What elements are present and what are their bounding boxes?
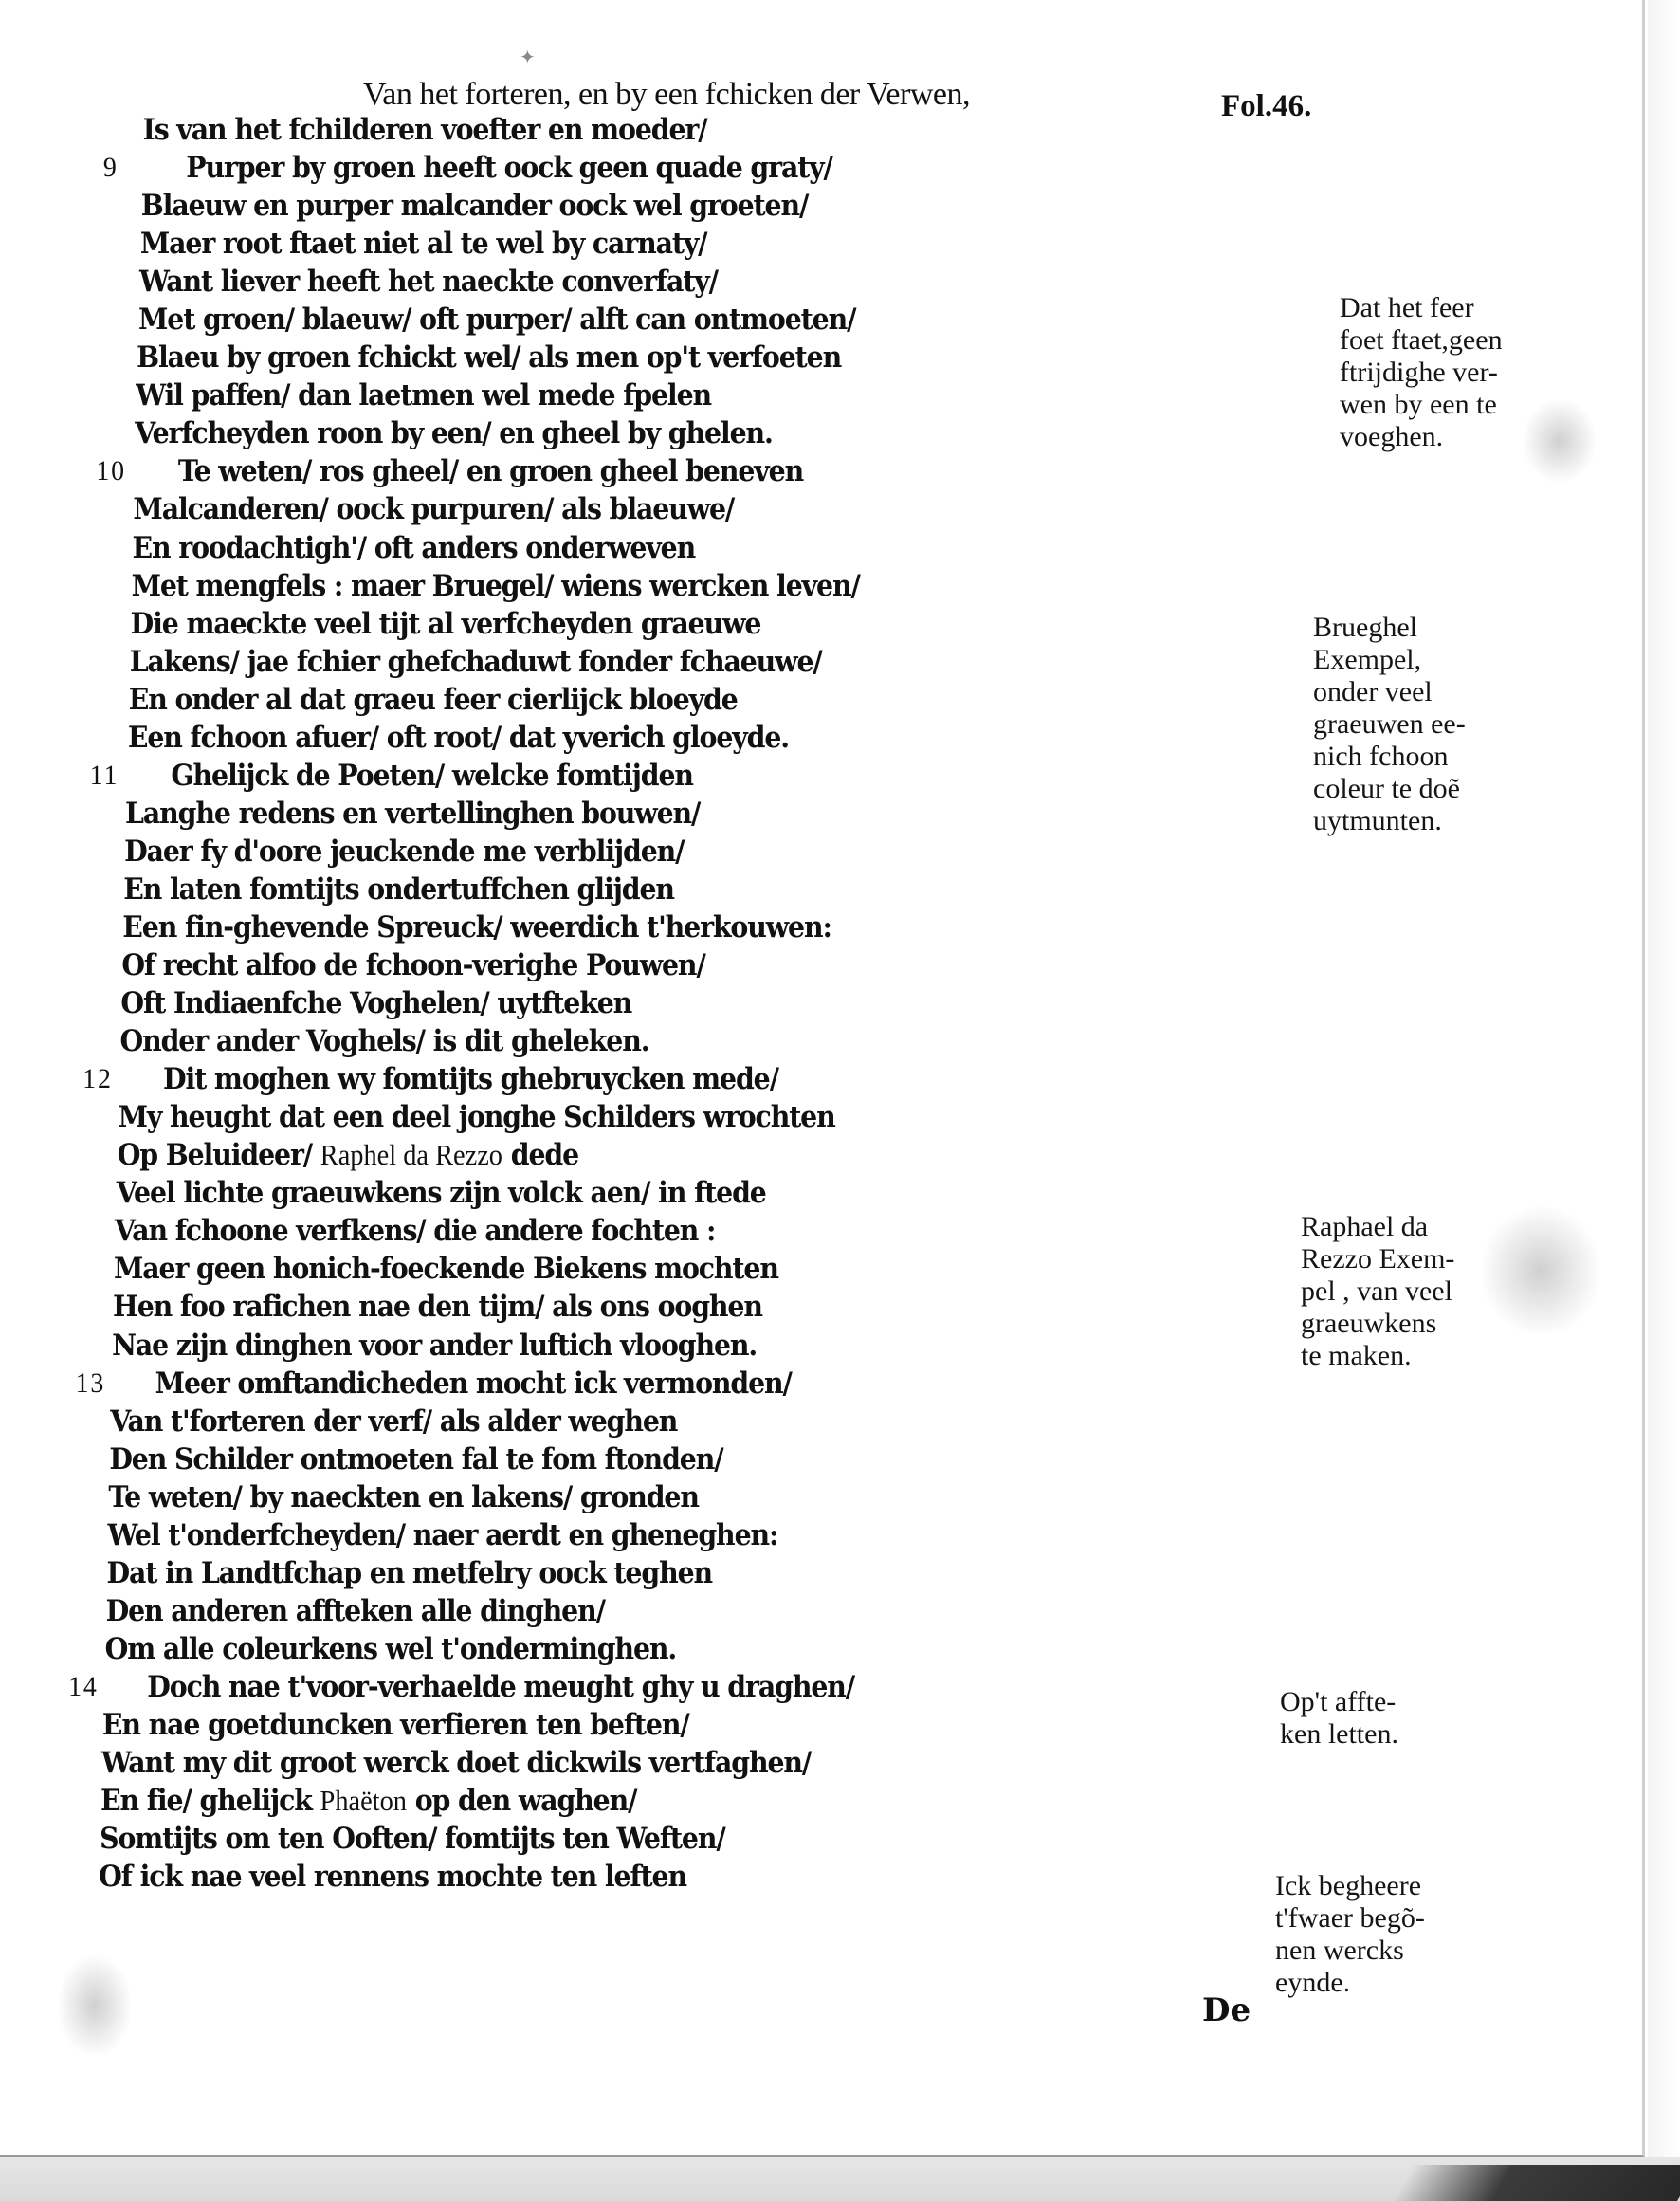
margin-note-line: t'fwaer begõ- [1275, 1902, 1425, 1934]
verse-line [0, 1212, 1146, 1250]
verse-line [0, 567, 1146, 605]
verse-line [0, 1554, 1146, 1592]
margin-note-line: pel , van veel [1301, 1275, 1452, 1307]
verse-line [0, 111, 1146, 149]
folio-number: Fol.46. [1221, 89, 1312, 123]
verse-line-text: Ghelijck de Poeten/ welcke fomtijden [171, 758, 693, 793]
margin-note-line: nich fchoon [1313, 741, 1449, 772]
verse-text-block [0, 111, 1233, 1896]
margin-note-contrasting-colors [1340, 292, 1503, 453]
verse-line [0, 871, 1146, 908]
running-head: Van het forteren, en by een fchicken der Verwen, [363, 77, 970, 112]
verse-line-text: Met groen/ blaeuw/ oft purper/ alft can ontmoeten/ [138, 303, 856, 338]
verse-line-text: Nae zijn dinghen voor ander luftich vlooghen. [112, 1328, 758, 1363]
verse-line [0, 225, 1146, 263]
verse-line-text: Malcanderen/ oock purpuren/ als blaeuwe/ [133, 492, 735, 527]
stanza-number: 13 [75, 1366, 106, 1399]
margin-note-line: Exempel, [1313, 644, 1422, 675]
verse-line [0, 1858, 1146, 1896]
verse-line [0, 1744, 1146, 1782]
verse-line [0, 1136, 1146, 1174]
verse-line-text: Den Schilder ontmoeten fal te fom ftonden/ [109, 1441, 723, 1477]
margin-note-line: nen wercks [1275, 1935, 1404, 1966]
verse-line-stanza-start [0, 1060, 1146, 1098]
verse-line [0, 795, 1146, 833]
verse-line-text: En onder al dat graeu feer cierlijck bloeyde [128, 682, 738, 717]
verse-line-stanza-start [0, 757, 1146, 795]
verse-line-text: Wil paffen/ dan laetmen wel mede fpelen [136, 378, 712, 413]
stanza-number: 10 [96, 455, 126, 487]
verse-line-text: Blaeuw en purper malcander oock wel groeten/ [140, 189, 809, 224]
margin-note-raphael-example [1301, 1211, 1454, 1372]
roman-type-name: Raphel da Rezzo [320, 1139, 502, 1172]
margin-note-line: eynde. [1275, 1967, 1351, 1998]
verse-line-text: Een fin-ghevende Spreuck/ weerdich t'herkouwen: [122, 909, 831, 945]
verse-line-text: Daer fy d'oore jeuckende me verblijden/ [124, 834, 685, 869]
stanza-number: 14 [68, 1670, 99, 1702]
margin-note-line: Op't affte- [1280, 1686, 1397, 1717]
verse-line [0, 1706, 1146, 1744]
verse-line [0, 187, 1146, 225]
verse-line-text: Dat in Landtfchap en metfelry oock teghen [106, 1555, 713, 1590]
verse-line [0, 1820, 1146, 1858]
verse-line-text: Want my dit groot werck doet dickwils vertfaghen/ [100, 1746, 812, 1781]
verse-line-text: Op Beluideer/ Raphel da Rezzo dede [117, 1138, 579, 1173]
verse-line [0, 263, 1146, 301]
verse-line [0, 529, 1146, 567]
stanza-number: 11 [89, 759, 119, 791]
verse-line-stanza-start [0, 1365, 1146, 1403]
verse-line-text: Wel t'onderfcheyden/ naer aerdt en gheneghen: [107, 1517, 778, 1552]
verse-line-stanza-start [0, 1668, 1146, 1706]
margin-note-line: Ick begheere [1275, 1870, 1422, 1901]
verse-line [0, 605, 1146, 643]
margin-note-line: Rezzo Exem- [1301, 1243, 1455, 1275]
verse-line-text: Die maeckte veel tijt al verfcheyden graeuwe [130, 606, 761, 641]
margin-note-line: coleur te doẽ [1313, 773, 1460, 804]
margin-note-line: te maken. [1301, 1340, 1412, 1371]
margin-note-line: onder veel [1313, 676, 1433, 707]
verse-line-text: Een fchoon afuer/ oft root/ dat yverich gloeyde. [127, 720, 790, 755]
verse-line-stanza-start [0, 452, 1146, 490]
verse-line-text: Lakens/ jae fchier ghefchaduwt fonder fchaeuwe/ [129, 644, 822, 679]
verse-line [0, 681, 1146, 719]
verse-line [0, 1403, 1146, 1440]
verse-line-text: Somtijts om ten Ooften/ fomtijts ten Weften/ [100, 1822, 725, 1857]
verse-line [0, 984, 1146, 1022]
verse-line-stanza-start [0, 149, 1146, 187]
verse-line [0, 1478, 1146, 1516]
verse-line-text: Maer geen honich-foeckende Biekens mochten [113, 1252, 778, 1287]
margin-note-finish-work [1275, 1870, 1425, 1999]
page-shadow [1393, 2165, 1680, 2201]
verse-line [0, 1440, 1146, 1478]
verse-line-text: Hen foo rafichen nae den tijm/ als ons ooghen [113, 1290, 762, 1325]
verse-line-text: Meer omftandicheden mocht ick vermonden/ [155, 1366, 792, 1401]
paper-stain [57, 1953, 133, 2058]
verse-line-text: Met mengfels : maer Bruegel/ wiens wercken leven/ [131, 568, 860, 603]
margin-note-brueghel-example [1313, 612, 1466, 837]
verse-line [0, 1782, 1146, 1820]
margin-note-line: Dat het feer [1340, 292, 1474, 323]
verse-line [0, 1516, 1146, 1554]
verse-line-text: En roodachtigh'/ oft anders onderweven [132, 530, 696, 565]
verse-line-text: Want liever heeft het naeckte converfaty/ [138, 265, 718, 300]
verse-line-text: Te weten/ ros gheel/ en groen gheel beneven [177, 454, 804, 489]
verse-line [0, 1098, 1146, 1136]
verse-line [0, 1250, 1146, 1288]
verse-line-text: Van fchoone verfkens/ die andere fochten : [114, 1214, 716, 1249]
verse-line [0, 1174, 1146, 1212]
verse-line-text: Is van het fchilderen voefter en moeder/ [142, 113, 707, 147]
stanza-number: 9 [102, 152, 119, 184]
paper-stain [1522, 398, 1598, 484]
margin-note-line: foet ftaet,geen [1340, 324, 1503, 356]
verse-line [0, 719, 1146, 757]
verse-line-text: Dit moghen wy fomtijts ghebruycken mede/ [163, 1062, 778, 1097]
verse-line-text: Maer root ftaet niet al te wel by carnaty/ [139, 227, 707, 262]
margin-note-line: Brueghel [1313, 612, 1417, 643]
verse-line [0, 1630, 1146, 1668]
verse-line-text: Of ick nae veel rennens mochte ten leften [99, 1860, 686, 1895]
margin-note-line: graeuwen ee- [1313, 708, 1466, 740]
verse-line-text: Langhe redens en vertellinghen bouwen/ [125, 796, 701, 831]
verse-line-text: Van t'forteren der verf/ als alder weghen [110, 1403, 678, 1439]
page-edge [1648, 0, 1680, 2172]
verse-line [0, 946, 1146, 984]
verse-line [0, 1022, 1146, 1060]
margin-note-line: uytmunten. [1313, 805, 1442, 836]
verse-line-text: En laten fomtijts ondertuffchen glijden [123, 871, 674, 907]
verse-line-text: Te weten/ by naeckten en lakens/ gronden [108, 1479, 699, 1514]
margin-note-line: voeghen. [1340, 421, 1444, 452]
stanza-number: 12 [82, 1063, 113, 1095]
verse-line-text: My heught dat een deel jonghe Schilders wrochten [118, 1100, 835, 1135]
verse-line-text: Om alle coleurkens wel t'onderminghen. [104, 1631, 677, 1666]
roman-type-name: Phaëton [320, 1785, 407, 1818]
verse-line-text: Den anderen affteken alle dinghen/ [105, 1593, 605, 1628]
verse-line-text: En fie/ ghelijck Phaëton op den waghen/ [100, 1784, 637, 1819]
margin-note-contrast [1280, 1686, 1398, 1751]
verse-line [0, 1327, 1146, 1365]
verse-line-text: Oft Indiaenfche Voghelen/ uytfteken [120, 986, 632, 1021]
margin-note-line: ken letten. [1280, 1718, 1398, 1750]
catchword: De [1202, 1991, 1251, 2029]
margin-note-line: ftrijdighe ver- [1340, 357, 1498, 388]
verse-line-text: En nae goetduncken verfieren ten beften/ [101, 1707, 689, 1742]
verse-line-text: Onder ander Voghels/ is dit gheleken. [119, 1024, 649, 1059]
verse-line [0, 376, 1146, 414]
margin-note-line: Raphael da [1301, 1211, 1429, 1242]
verse-line-text: Doch nae t'voor-verhaelde meught ghy u draghen/ [147, 1669, 855, 1704]
verse-line-text: Veel lichte graeuwkens zijn volck aen/ in ftede [116, 1176, 766, 1211]
margin-note-line: graeuwkens [1301, 1308, 1437, 1339]
verse-line [0, 414, 1146, 452]
verse-line [0, 643, 1146, 681]
verse-line [0, 339, 1146, 376]
verse-line [0, 833, 1146, 871]
verse-line-text: Of recht alfoo de fchoon-verighe Pouwen/ [121, 948, 705, 983]
paper-stain [1479, 1204, 1602, 1337]
ornament-mark: ✦ [520, 46, 536, 68]
verse-line [0, 301, 1146, 339]
margin-note-line: wen by een te [1340, 389, 1497, 420]
verse-line-text: Purper by groen heeft oock geen quade graty/ [186, 151, 832, 186]
verse-line [0, 1288, 1146, 1326]
verse-line [0, 490, 1146, 528]
verse-line [0, 908, 1146, 946]
verse-line-text: Blaeu by groen fchickt wel/ als men op't verfoeten [137, 340, 842, 376]
verse-line-text: Verfcheyden roon by een/ en gheel by ghelen. [135, 416, 773, 451]
verse-line [0, 1592, 1146, 1630]
